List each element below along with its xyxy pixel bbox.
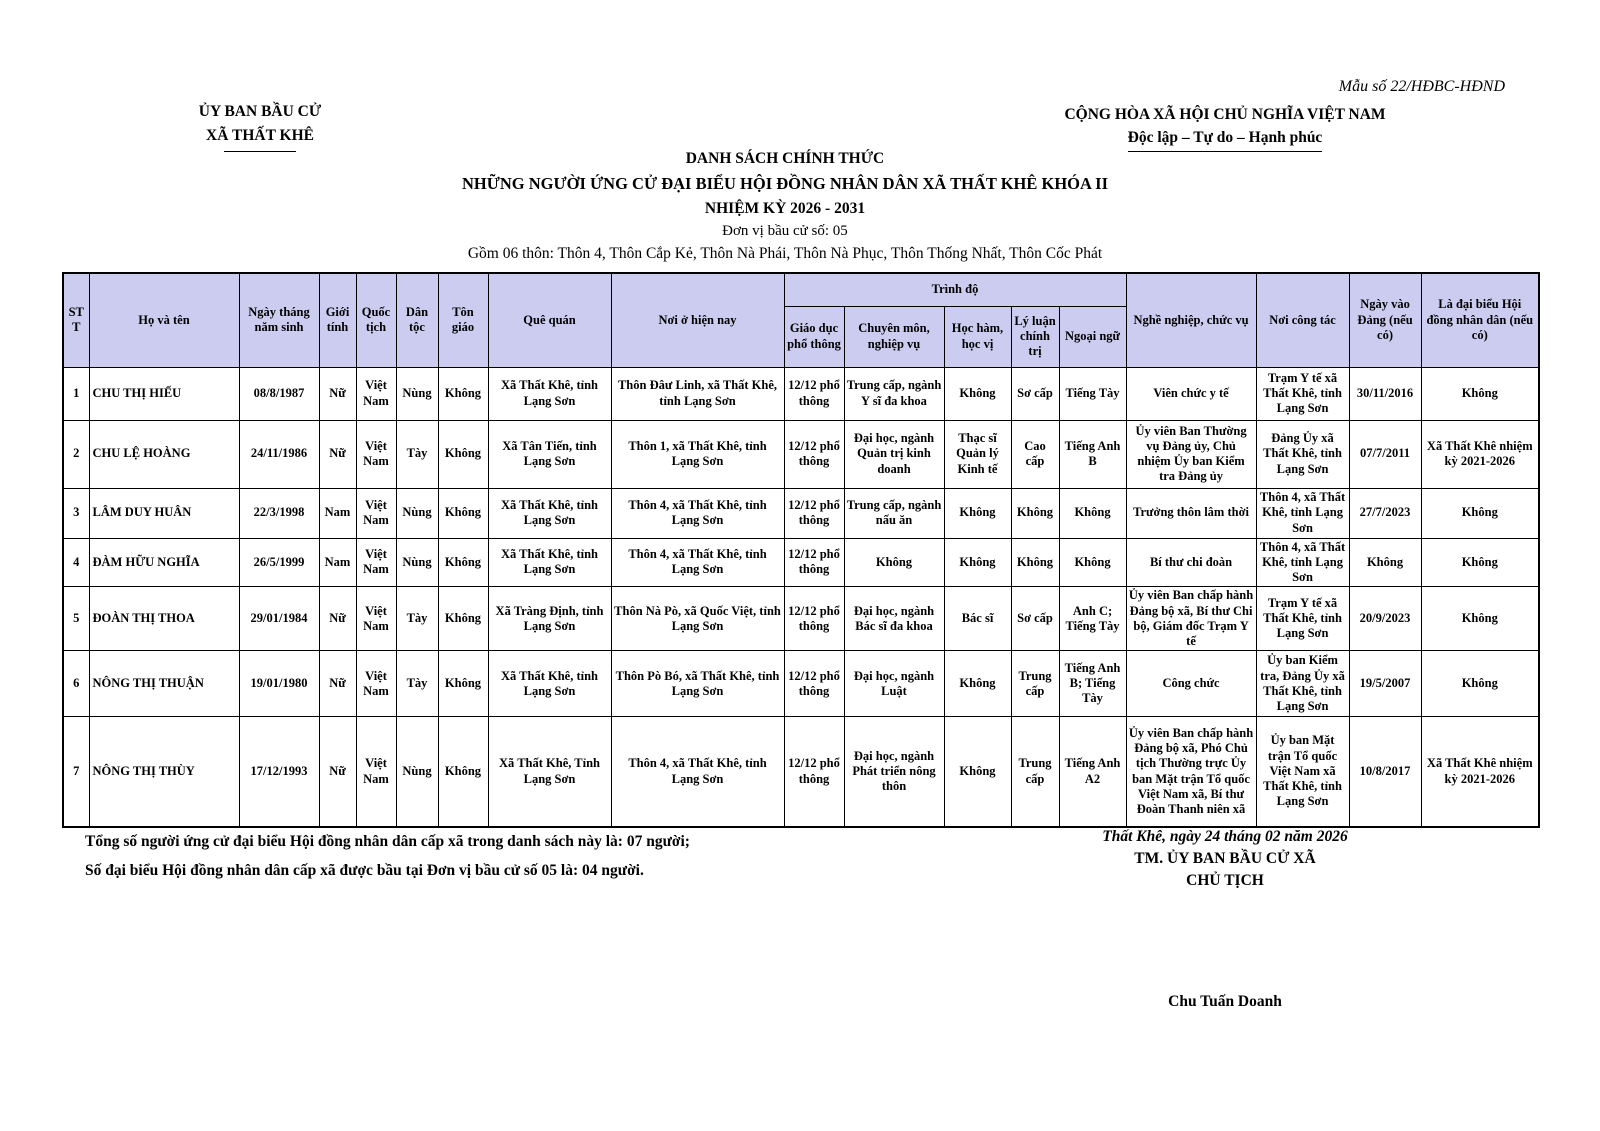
col-header-noi-o: Nơi ở hiện nay [611,273,784,367]
cell-ho-va-ten: CHU THỊ HIẾU [89,367,239,420]
table-row [63,651,1539,717]
cell-noi-cong-tac: Thôn 4, xã Thất Khê, tỉnh Lạng Sơn [1256,538,1349,587]
cell-stt: 3 [63,488,89,538]
cell-noi-o-hien-nay: Thôn Pò Bó, xã Thất Khê, tỉnh Lạng Sơn [611,651,784,717]
title-line-3: NHIỆM KỲ 2026 - 2031 [704,200,866,217]
table-row [63,488,1539,538]
cell-gioi-tinh: Nữ [319,717,356,827]
col-header-noi-cong-tac: Nơi công tác [1256,273,1349,367]
col-header-quoc-tich: Quốc tịch [356,273,396,367]
cell-ly-luan-chinh-tri: Không [1011,488,1059,538]
cell-nghe-nghiep-chuc-vu: Ủy viên Ban chấp hành Đảng bộ xã, Bí thư Chi bộ, Giám đốc Trạm Y tế [1126,587,1256,651]
signature-block [1025,828,1425,1011]
table-row [63,420,1539,488]
cell-dan-toc: Tày [396,420,438,488]
cell-noi-o-hien-nay: Thôn 4, xã Thất Khê, tỉnh Lạng Sơn [611,538,784,587]
cell-ngay-vao-dang: 27/7/2023 [1349,488,1421,538]
col-header-hoc-ham: Học hàm, học vị [944,306,1011,367]
issuer-commune: XÃ THẤT KHÊ [206,127,314,145]
cell-giao-duc-pho-thong: 12/12 phổ thông [784,488,844,538]
cell-ngoai-ngu: Tiếng Anh B; Tiếng Tày [1059,651,1126,717]
cell-dan-toc: Nùng [396,488,438,538]
cell-hoc-ham-hoc-vi: Không [944,367,1011,420]
cell-gioi-tinh: Nữ [319,420,356,488]
cell-chuyen-mon-nghiep-vu: Không [844,538,944,587]
cell-noi-cong-tac: Trạm Y tế xã Thất Khê, tỉnh Lạng Sơn [1256,367,1349,420]
col-header-gioi-tinh: Giới tính [319,273,356,367]
cell-ngay-vao-dang: 10/8/2017 [1349,717,1421,827]
cell-dai-bieu-hdnd: Không [1421,367,1539,420]
cell-ho-va-ten: CHU LỆ HOÀNG [89,420,239,488]
signer-title: CHỦ TỊCH [1186,872,1264,889]
cell-ngay-vao-dang: Không [1349,538,1421,587]
cell-giao-duc-pho-thong: 12/12 phổ thông [784,717,844,827]
col-header-dai-bieu: Là đại biểu Hội đồng nhân dân (nếu có) [1421,273,1539,367]
election-unit-number: Đơn vị bầu cử số: 05 [722,223,848,239]
cell-noi-cong-tac: Ủy ban Mặt trận Tổ quốc Việt Nam xã Thất Khê, tỉnh Lạng Sơn [1256,717,1349,827]
cell-dan-toc: Nùng [396,367,438,420]
cell-dai-bieu-hdnd: Không [1421,651,1539,717]
cell-giao-duc-pho-thong: 12/12 phổ thông [784,587,844,651]
signing-organization: TM. ỦY BAN BẦU CỬ XÃ [1134,850,1316,867]
hamlet-list: Gồm 06 thôn: Thôn 4, Thôn Cắp Kẻ, Thôn Nà Phái, Thôn Nà Phục, Thôn Thống Nhất, Thôn Cốc Phát [467,245,1103,262]
cell-ngoai-ngu: Tiếng Anh A2 [1059,717,1126,827]
cell-hoc-ham-hoc-vi: Không [944,488,1011,538]
cell-noi-o-hien-nay: Thôn 1, xã Thất Khê, tỉnh Lạng Sơn [611,420,784,488]
summary-block [85,828,925,885]
table-row [63,538,1539,587]
cell-ngay-sinh: 19/01/1980 [239,651,319,717]
col-header-stt: STT [63,273,89,367]
col-header-ton-giao: Tôn giáo [438,273,488,367]
col-header-ngoai-ngu: Ngoại ngữ [1059,306,1126,367]
cell-ngay-sinh: 24/11/1986 [239,420,319,488]
cell-giao-duc-pho-thong: 12/12 phổ thông [784,367,844,420]
cell-ngoai-ngu: Tiếng Tày [1059,367,1126,420]
cell-quoc-tich: Việt Nam [356,717,396,827]
table-row [63,367,1539,420]
cell-quoc-tich: Việt Nam [356,538,396,587]
cell-ho-va-ten: NÔNG THỊ THUẬN [89,651,239,717]
title-line-2: NHỮNG NGƯỜI ỨNG CỬ ĐẠI BIỂU HỘI ĐỒNG NHÂN DÂN XÃ THẤT KHÊ KHÓA II [462,174,1108,193]
cell-dai-bieu-hdnd: Không [1421,587,1539,651]
cell-stt: 2 [63,420,89,488]
cell-que-quan: Xã Thất Khê, tỉnh Lạng Sơn [488,488,611,538]
cell-quoc-tich: Việt Nam [356,367,396,420]
cell-ho-va-ten: NÔNG THỊ THÙY [89,717,239,827]
cell-dan-toc: Nùng [396,538,438,587]
col-header-giao-duc: Giáo dục phổ thông [784,306,844,367]
cell-hoc-ham-hoc-vi: Không [944,651,1011,717]
cell-ton-giao: Không [438,538,488,587]
cell-quoc-tich: Việt Nam [356,587,396,651]
title-line-1: DANH SÁCH CHÍNH THỨC [685,150,885,167]
cell-ly-luan-chinh-tri: Sơ cấp [1011,587,1059,651]
cell-quoc-tich: Việt Nam [356,651,396,717]
cell-chuyen-mon-nghiep-vu: Trung cấp, ngành Y sĩ đa khoa [844,367,944,420]
cell-que-quan: Xã Thất Khê, Tỉnh Lạng Sơn [488,717,611,827]
col-header-ly-luan: Lý luận chính trị [1011,306,1059,367]
cell-dan-toc: Tày [396,587,438,651]
cell-nghe-nghiep-chuc-vu: Ủy viên Ban Thường vụ Đảng ủy, Chủ nhiệm Ủy ban Kiểm tra Đảng ủy [1126,420,1256,488]
cell-ly-luan-chinh-tri: Cao cấp [1011,420,1059,488]
national-title: CỘNG HÒA XÃ HỘI CHỦ NGHĨA VIỆT NAM [1064,106,1386,123]
cell-ngay-sinh: 26/5/1999 [239,538,319,587]
cell-ngay-sinh: 29/01/1984 [239,587,319,651]
cell-ngay-vao-dang: 30/11/2016 [1349,367,1421,420]
issuing-committee-header [100,100,420,152]
cell-ton-giao: Không [438,651,488,717]
cell-dai-bieu-hdnd: Xã Thất Khê nhiệm kỳ 2021-2026 [1421,717,1539,827]
cell-ngay-sinh: 08/8/1987 [239,367,319,420]
table-row [63,717,1539,827]
cell-hoc-ham-hoc-vi: Bác sĩ [944,587,1011,651]
cell-gioi-tinh: Nam [319,488,356,538]
cell-stt: 7 [63,717,89,827]
cell-hoc-ham-hoc-vi: Không [944,717,1011,827]
form-number: Mẫu số 22/HĐBC-HĐND [1338,78,1505,95]
cell-dai-bieu-hdnd: Không [1421,488,1539,538]
cell-gioi-tinh: Nam [319,538,356,587]
cell-ho-va-ten: ĐOÀN THỊ THOA [89,587,239,651]
cell-que-quan: Xã Tân Tiến, tỉnh Lạng Sơn [488,420,611,488]
cell-ngay-sinh: 17/12/1993 [239,717,319,827]
cell-ngay-vao-dang: 20/9/2023 [1349,587,1421,651]
cell-hoc-ham-hoc-vi: Thạc sĩ Quản lý Kinh tế [944,420,1011,488]
cell-noi-o-hien-nay: Thôn 4, xã Thất Khê, tỉnh Lạng Sơn [611,717,784,827]
col-header-nghe-nghiep: Nghề nghiệp, chức vụ [1126,273,1256,367]
cell-ton-giao: Không [438,717,488,827]
cell-noi-cong-tac: Trạm Y tế xã Thất Khê, tỉnh Lạng Sơn [1256,587,1349,651]
cell-dan-toc: Tày [396,651,438,717]
col-header-ho-va-ten: Họ và tên [89,273,239,367]
candidate-table-body [63,367,1539,827]
cell-ly-luan-chinh-tri: Trung cấp [1011,651,1059,717]
cell-ly-luan-chinh-tri: Không [1011,538,1059,587]
national-motto: Độc lập – Tự do – Hạnh phúc [1128,126,1323,151]
col-header-chuyen-mon: Chuyên môn, nghiệp vụ [844,306,944,367]
cell-chuyen-mon-nghiep-vu: Đại học, ngành Bác sĩ đa khoa [844,587,944,651]
signer-name: Chu Tuấn Doanh [1168,993,1282,1010]
cell-ly-luan-chinh-tri: Sơ cấp [1011,367,1059,420]
cell-nghe-nghiep-chuc-vu: Viên chức y tế [1126,367,1256,420]
table-row [63,587,1539,651]
cell-ngoai-ngu: Không [1059,488,1126,538]
national-header [1020,103,1430,152]
cell-noi-cong-tac: Đảng Ủy xã Thất Khê, tỉnh Lạng Sơn [1256,420,1349,488]
cell-noi-o-hien-nay: Thôn Đâư Linh, xã Thất Khê, tỉnh Lạng Sơn [611,367,784,420]
cell-nghe-nghiep-chuc-vu: Công chức [1126,651,1256,717]
cell-quoc-tich: Việt Nam [356,488,396,538]
cell-ho-va-ten: ĐÀM HỮU NGHĨA [89,538,239,587]
cell-stt: 4 [63,538,89,587]
cell-chuyen-mon-nghiep-vu: Đại học, ngành Phát triển nông thôn [844,717,944,827]
cell-stt: 1 [63,367,89,420]
cell-ton-giao: Không [438,420,488,488]
cell-stt: 6 [63,651,89,717]
cell-ton-giao: Không [438,587,488,651]
cell-quoc-tich: Việt Nam [356,420,396,488]
cell-ngay-sinh: 22/3/1998 [239,488,319,538]
cell-que-quan: Xã Tràng Định, tỉnh Lạng Sơn [488,587,611,651]
col-header-ngay-sinh: Ngày tháng năm sinh [239,273,319,367]
cell-noi-o-hien-nay: Thôn 4, xã Thất Khê, tỉnh Lạng Sơn [611,488,784,538]
cell-nghe-nghiep-chuc-vu: Trưởng thôn lâm thời [1126,488,1256,538]
cell-noi-o-hien-nay: Thôn Nà Pò, xã Quốc Việt, tỉnh Lạng Sơn [611,587,784,651]
cell-ngay-vao-dang: 19/5/2007 [1349,651,1421,717]
cell-giao-duc-pho-thong: 12/12 phổ thông [784,538,844,587]
cell-chuyen-mon-nghiep-vu: Đại học, ngành Luật [844,651,944,717]
cell-ho-va-ten: LÂM DUY HUÂN [89,488,239,538]
cell-ton-giao: Không [438,367,488,420]
cell-giao-duc-pho-thong: 12/12 phổ thông [784,651,844,717]
cell-chuyen-mon-nghiep-vu: Đại học, ngành Quản trị kinh doanh [844,420,944,488]
cell-que-quan: Xã Thất Khê, tỉnh Lạng Sơn [488,538,611,587]
summary-seats: Số đại biểu Hội đồng nhân dân cấp xã được bầu tại Đơn vị bầu cử số 05 là: 04 người. [85,861,644,879]
col-group-trinh-do: Trình độ [784,273,1126,306]
cell-ngoai-ngu: Tiếng Anh B [1059,420,1126,488]
cell-dai-bieu-hdnd: Xã Thất Khê nhiệm kỳ 2021-2026 [1421,420,1539,488]
summary-total-candidates: Tổng số người ứng cử đại biểu Hội đồng nhân dân cấp xã trong danh sách này là: 07 người; [85,833,690,850]
cell-dan-toc: Nùng [396,717,438,827]
cell-ngay-vao-dang: 07/7/2011 [1349,420,1421,488]
cell-giao-duc-pho-thong: 12/12 phổ thông [784,420,844,488]
cell-ngoai-ngu: Không [1059,538,1126,587]
document-title-block [0,150,1570,263]
issuer-name: ỦY BAN BẦU CỬ [198,103,322,120]
cell-nghe-nghiep-chuc-vu: Ủy viên Ban chấp hành Đảng bộ xã, Phó Chủ tịch Thường trực Ủy ban Mặt trận Tổ quốc Việt Nam xã, Bí thư Đoàn Thanh niên xã [1126,717,1256,827]
cell-stt: 5 [63,587,89,651]
place-and-date: Thất Khê, ngày 24 tháng 02 năm 2026 [1102,828,1348,845]
cell-nghe-nghiep-chuc-vu: Bí thư chi đoàn [1126,538,1256,587]
cell-ton-giao: Không [438,488,488,538]
cell-gioi-tinh: Nữ [319,587,356,651]
col-header-dan-toc: Dân tộc [396,273,438,367]
cell-hoc-ham-hoc-vi: Không [944,538,1011,587]
cell-ngoai-ngu: Anh C; Tiếng Tày [1059,587,1126,651]
candidate-table [62,272,1540,828]
cell-dai-bieu-hdnd: Không [1421,538,1539,587]
cell-gioi-tinh: Nữ [319,367,356,420]
col-header-ngay-vao-dang: Ngày vào Đảng (nếu có) [1349,273,1421,367]
cell-chuyen-mon-nghiep-vu: Trung cấp, ngành nấu ăn [844,488,944,538]
cell-noi-cong-tac: Thôn 4, xã Thất Khê, tỉnh Lạng Sơn [1256,488,1349,538]
col-header-que-quan: Quê quán [488,273,611,367]
cell-gioi-tinh: Nữ [319,651,356,717]
cell-ly-luan-chinh-tri: Trung cấp [1011,717,1059,827]
cell-noi-cong-tac: Ủy ban Kiểm tra, Đảng Ủy xã Thất Khê, tỉnh Lạng Sơn [1256,651,1349,717]
cell-que-quan: Xã Thất Khê, tỉnh Lạng Sơn [488,367,611,420]
table-header [63,273,1539,367]
cell-que-quan: Xã Thất Khê, tỉnh Lạng Sơn [488,651,611,717]
